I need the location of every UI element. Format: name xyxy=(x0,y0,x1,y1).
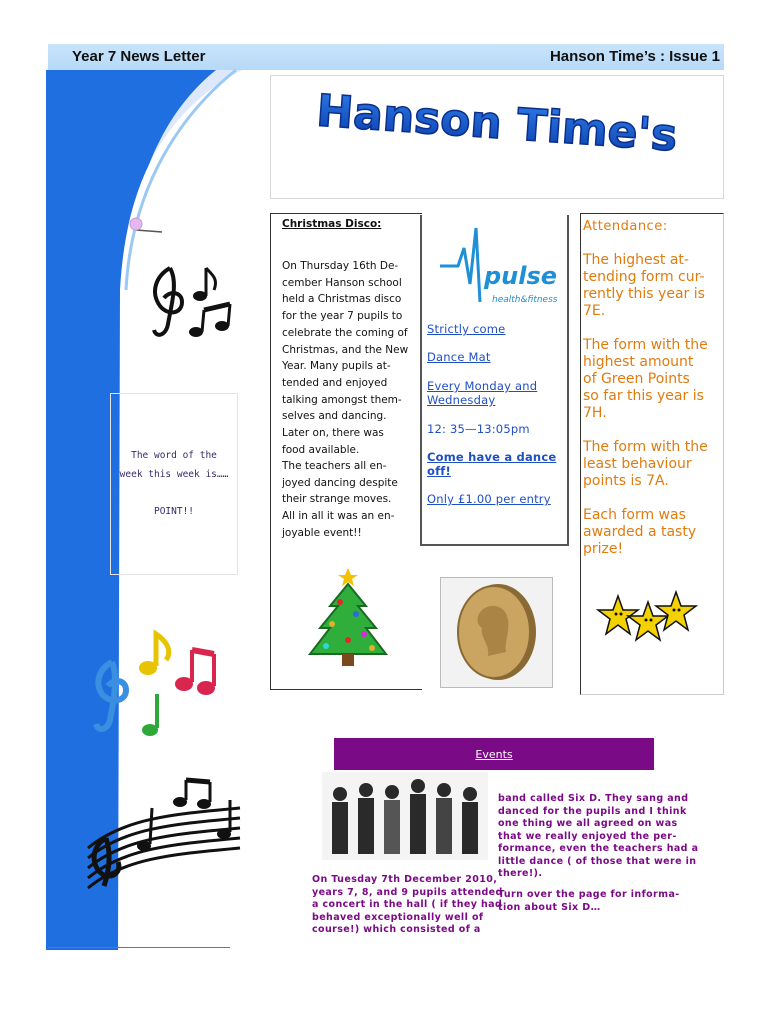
pulse-price[interactable]: Only £1.00 per entry xyxy=(427,492,551,506)
pulse-logo xyxy=(436,218,558,308)
disco-paragraph-2 xyxy=(282,458,422,542)
band-photo xyxy=(322,772,488,860)
text-line: little dance ( of those that were in xyxy=(498,855,697,867)
attendance-p3 xyxy=(583,439,723,490)
music-notes-icon xyxy=(142,262,238,350)
text-line: On Thursday 16th De- xyxy=(282,260,399,272)
text-line: Christmas, and the New xyxy=(282,343,409,356)
text-line: The form with the xyxy=(583,439,708,455)
text-line: least behaviour xyxy=(583,456,692,472)
word-intro-2: week this week is…… xyxy=(119,469,229,480)
text-line: band called Six D. They sang and xyxy=(498,793,689,804)
issue-label: Hanson Time’s : Issue 1 xyxy=(549,48,720,65)
text-line: Later on, there was xyxy=(282,427,384,440)
events-left-text xyxy=(312,874,503,937)
text-line: All in all it was an en- xyxy=(282,510,395,523)
text-line: The highest at- xyxy=(583,252,689,268)
text-line: years 7, 8, and 9 pupils attended xyxy=(312,886,503,898)
text-line: one thing we all agreed on was xyxy=(498,818,678,829)
text-line: formance, even the teachers had a xyxy=(498,843,699,854)
text-line: cember Hanson school xyxy=(282,276,402,289)
masthead-title xyxy=(276,76,716,196)
text-line: On Tuesday 7th December 2010, xyxy=(312,874,498,885)
masthead-title-text: Hanson Time's xyxy=(314,85,679,162)
smiling-stars-icon xyxy=(596,584,696,648)
text-line: their strange moves. xyxy=(282,493,392,506)
music-staff-icon xyxy=(84,778,244,890)
pulse-link-wednesday[interactable]: Wednesday xyxy=(427,393,496,407)
text-line: danced for the pupils and I think xyxy=(498,805,687,817)
text-line: for the year 7 pupils to xyxy=(282,310,403,323)
text-line: 7H. xyxy=(583,405,607,421)
text-line: talking amongst them- xyxy=(282,393,402,406)
text-line: behaved exceptionally well of xyxy=(312,911,484,923)
bead-icon xyxy=(128,216,164,236)
text-line: awarded a tasty xyxy=(583,524,697,540)
text-line: so far this year is xyxy=(583,388,704,404)
pulse-link-off[interactable]: off! xyxy=(427,464,451,478)
events-right-text xyxy=(498,793,698,881)
text-line: The form with the xyxy=(583,337,708,353)
pulse-link-dancemat[interactable]: Dance Mat xyxy=(427,350,491,364)
attendance-p1 xyxy=(583,252,723,320)
text-line: The teachers all en- xyxy=(282,460,387,472)
events-right-text-2 xyxy=(498,889,680,914)
events-heading: Events xyxy=(475,748,513,761)
text-line: prize! xyxy=(583,541,624,557)
text-line: course!) which consisted of a xyxy=(312,924,481,935)
text-line: rently this year is xyxy=(583,286,705,302)
pound-coin-icon xyxy=(448,580,546,684)
word-intro-1: The word of the xyxy=(131,450,217,461)
text-line: tion about Six D… xyxy=(498,901,601,913)
christmas-tree-icon xyxy=(300,562,398,674)
text-line: highest amount xyxy=(583,354,694,370)
word-of-week: POINT!! xyxy=(153,506,195,517)
text-line: Year. Many pupils at- xyxy=(282,360,391,373)
text-line: 7E. xyxy=(583,303,606,319)
attendance-p2 xyxy=(583,337,723,422)
text-line: of Green Points xyxy=(583,371,690,387)
text-line: held a Christmas disco xyxy=(282,293,402,306)
pulse-time: 12: 35—13:05pm xyxy=(427,422,530,436)
text-line: tended and enjoyed xyxy=(282,376,388,389)
disco-heading: Christmas Disco: xyxy=(282,218,382,230)
newsletter-label: Year 7 News Letter xyxy=(72,48,206,65)
text-line: a concert in the hall ( if they had xyxy=(312,899,503,910)
text-line: Turn over the page for informa- xyxy=(498,889,680,900)
word-of-week-box xyxy=(110,393,238,575)
pulse-link-strictly[interactable]: Strictly come xyxy=(427,322,506,336)
disco-paragraph-1 xyxy=(282,258,422,458)
pulse-logo-word: pulse xyxy=(484,262,558,290)
text-line: joyed dancing despite xyxy=(282,476,398,489)
footer-rule xyxy=(48,947,230,948)
text-line: there!). xyxy=(498,868,543,879)
colored-notes-icon xyxy=(86,628,222,740)
text-line: celebrate the coming of xyxy=(282,326,408,339)
text-line: that we really enjoyed the per- xyxy=(498,830,677,842)
attendance-p4 xyxy=(583,507,723,558)
attendance-title: Attendance: xyxy=(583,219,668,234)
text-line: food available. xyxy=(282,443,360,456)
pulse-box-bottom xyxy=(420,544,569,546)
pulse-link-every[interactable]: Every Monday and xyxy=(427,379,538,393)
text-line: points is 7A. xyxy=(583,473,669,489)
text-line: joyable event!! xyxy=(282,526,362,539)
text-line: tending form cur- xyxy=(583,269,705,285)
pulse-logo-sub: health&fitness xyxy=(492,295,558,305)
pulse-link-danceoff[interactable]: Come have a dance xyxy=(427,450,557,464)
text-line: selves and dancing. xyxy=(282,410,387,423)
text-line: Each form was xyxy=(583,507,686,523)
